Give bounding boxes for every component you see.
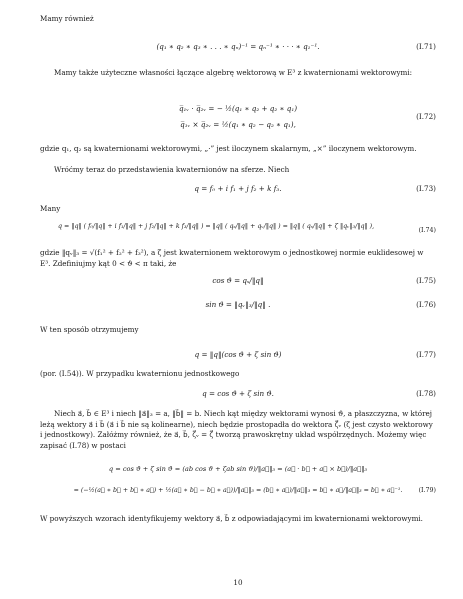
equation [40, 300, 436, 311]
equation-body: = (−½(a⃗ ∗ b⃗ + b⃗ ∗ a⃗) + ½(a⃗ ∗ b⃗ − b⃗ ∗ a⃗))/‖a⃗‖₃ = (b⃗ ∗ a⃗)/‖a⃗‖₃ = b⃗ ∗ a⃗/‖a⃗‖₃ = b⃗ ∗ a⃗⁻¹. [73, 487, 403, 494]
equation-number: (I.79) [418, 487, 436, 494]
paragraph: (por. (I.54)). W przypadku kwaternionu jednostkowego [40, 369, 240, 378]
paragraph: Mamy również [40, 14, 94, 23]
equation [40, 112, 436, 131]
equation-number: (I.72) [416, 112, 436, 121]
equation-body: cos ϑ = qₛ/‖q‖ [212, 276, 264, 285]
equation [40, 486, 436, 497]
equation-number: (I.78) [416, 389, 436, 398]
equation-number: (I.77) [416, 350, 436, 359]
equation-number: (I.75) [416, 276, 436, 285]
equation-number: (I.74) [418, 227, 436, 234]
paragraph: Many [40, 204, 61, 213]
equation [40, 350, 436, 361]
equation-body: sin ϑ = ‖qᵥ‖₃/‖q‖ . [205, 300, 271, 309]
paragraph: Wróćmy teraz do przedstawienia kwaternionów na sferze. Niech [54, 165, 290, 174]
equation-body: (q₁ ∗ q₂ ∗ q₃ ∗ . . . ∗ qₙ)⁻¹ = qₙ⁻¹ ∗ · · · ∗ q₁⁻¹. [156, 42, 320, 51]
equation [40, 42, 436, 53]
equation [40, 222, 436, 233]
equation [40, 276, 436, 287]
equation-body: q = f₀ + i f₁ + j f₂ + k f₃. [194, 184, 282, 193]
equation [40, 464, 436, 475]
equation-number: (I.76) [416, 300, 436, 309]
equation [40, 389, 436, 400]
equation-body: q̅₁ᵥ · q̅₂ᵥ = − ½(q₁ ∗ q₂ + q₂ ∗ q₁) [178, 104, 298, 113]
paragraph: W ten sposób otrzymujemy [40, 325, 139, 334]
document-page [40, 8, 436, 593]
paragraph: Mamy także użyteczne własności łączące algebrę wektorową w E³ z kwaternionami wektorowymi: [54, 68, 413, 77]
paragraph: gdzie ‖qᵥ‖₃ = √(f₁² + f₂² + f₃²), a ζ jest kwaternionem wektorowym o jednostkowej normie euklidesowej w E³. Zdefiniujmy kąt 0 < ϑ < π taki, że [40, 248, 424, 268]
equation [40, 104, 436, 115]
paragraph: W powyższych wzorach identyfikujemy wektory a⃗, b⃗ z odpowiadającymi im kwaternionami wektorowymi. [40, 514, 423, 523]
equation-body: q = ‖q‖(cos ϑ + ζ sin ϑ) [194, 350, 282, 359]
equation-body: q̅₁ᵥ × q̅₂ᵥ = ½(q₁ ∗ q₂ − q₂ ∗ q₁), [180, 120, 296, 129]
equation [40, 184, 436, 195]
paragraph: Niech a⃗, b⃗ ∈ E³ i niech ‖a⃗‖₃ = a, ‖b⃗‖ = b. Niech kąt między wektorami wynosi ϑ, a płaszczyzna, w której leżą wektory a⃗ i b⃗ (a⃗ i b⃗ nie są kolinearne), niech będzie prostopadła do wektora ζ⃗ᵥ (ζ jest czysto wektorowy i jednostkowy). Załóżmy również, że a⃗, b⃗, ζ⃗ᵥ = ζ⃗ tworzą prawoskrętny układ współrzędnych. Możemy więc zapisać (I.78) w postaci [40, 409, 433, 450]
page-number: 10 [233, 578, 243, 587]
equation-body: q = cos ϑ + ζ sin ϑ. [202, 389, 274, 398]
equation-body: q = cos ϑ + ζ sin ϑ = (ab cos ϑ + ζab sin ϑ)/‖a⃗‖₃ = (a⃗ · b⃗ + a⃗ × b⃗)/‖a⃗‖₃ [108, 465, 368, 473]
equation-number: (I.73) [416, 184, 436, 193]
equation-body: q = ‖q‖ ( f₀/‖q‖ + i f₁/‖q‖ + j f₂/‖q‖ + k f₃/‖q‖ ) = ‖q‖ ( qₛ/‖q‖ + qᵥ/‖q‖ ) = ‖q‖ ( qₛ/‖q‖ + ζ ‖qᵥ‖₃/‖q‖ ), [58, 223, 375, 230]
equation-number: (I.71) [416, 42, 436, 51]
paragraph: gdzie q₁, q₂ są kwaternionami wektorowymi, „·” jest iloczynem skalarnym, „×” iloczynem wektorowym. [40, 144, 417, 153]
